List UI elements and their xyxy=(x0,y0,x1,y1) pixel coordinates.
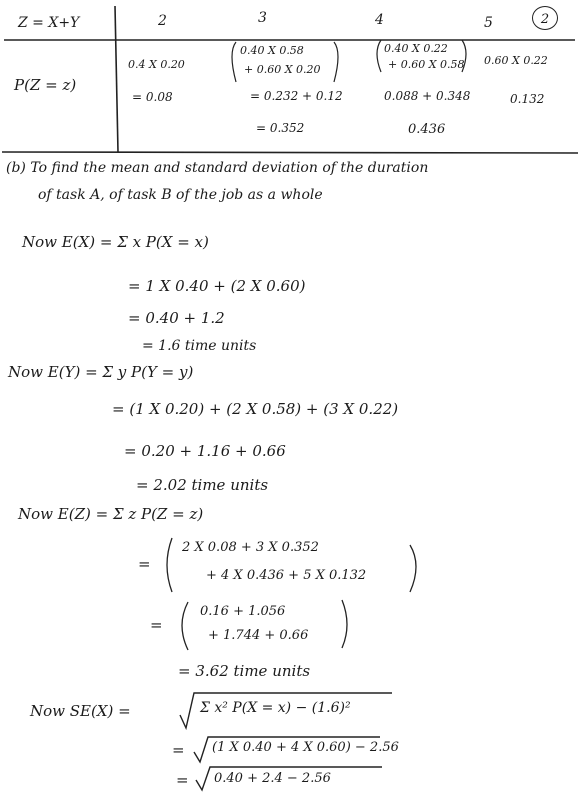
ey-line4: = 2.02 time units xyxy=(136,476,269,494)
ez-eq1: = xyxy=(138,555,151,573)
sd-label: Now SE(X) = xyxy=(30,702,131,720)
table-z-3: 3 xyxy=(258,10,267,26)
table-result-2: = 0.08 xyxy=(132,90,173,104)
table-z-5: 5 xyxy=(484,15,493,31)
ez-line4: = 3.62 time units xyxy=(178,662,311,680)
sd-eq3: = xyxy=(176,771,189,789)
sd-eq2: = xyxy=(172,741,185,759)
table-row2-label: P(Z = z) xyxy=(14,76,77,94)
table-result-5: 0.132 xyxy=(510,92,545,106)
part-b-line2: of task A, of task B of the job as a whole xyxy=(38,187,323,203)
ez-line2b: + 4 X 0.436 + 5 X 0.132 xyxy=(206,568,367,583)
table-result-4a: 0.088 + 0.348 xyxy=(384,89,471,103)
ez-line1: Now E(Z) = Σ z P(Z = z) xyxy=(18,505,204,523)
ex-line4: = 1.6 time units xyxy=(142,338,257,354)
table-result-3b: = 0.352 xyxy=(256,121,305,135)
table-calc-2: 0.4 X 0.20 xyxy=(128,58,185,71)
table-calc-3b: + 0.60 X 0.20 xyxy=(244,63,321,76)
sd-line2: (1 X 0.40 + 4 X 0.60) − 2.56 xyxy=(212,740,399,755)
ey-line1: Now E(Y) = Σ y P(Y = y) xyxy=(8,363,194,381)
table-row1-label: Z = X+Y xyxy=(18,15,80,31)
ey-line2: = (1 X 0.20) + (2 X 0.58) + (3 X 0.22) xyxy=(112,400,399,418)
table-z-4: 4 xyxy=(375,12,384,28)
page-number-badge xyxy=(532,6,558,30)
ez-line3b: + 1.744 + 0.66 xyxy=(208,628,309,643)
page-number: 2 xyxy=(540,12,550,27)
table-result-3a: = 0.232 + 0.12 xyxy=(250,89,343,103)
table-calc-4b: + 0.60 X 0.58 xyxy=(388,58,465,71)
ex-line2: = 1 X 0.40 + (2 X 0.60) xyxy=(128,277,306,295)
ez-eq2: = xyxy=(150,616,163,634)
table-result-4b: 0.436 xyxy=(408,122,446,137)
ez-line2a: 2 X 0.08 + 3 X 0.352 xyxy=(182,540,319,555)
part-b-line1: (b) To find the mean and standard deviation of the duration xyxy=(6,160,429,176)
ex-line3: = 0.40 + 1.2 xyxy=(128,309,225,327)
sd-line1: Σ x² P(X = x) − (1.6)² xyxy=(200,700,351,716)
ez-line3a: 0.16 + 1.056 xyxy=(200,604,286,619)
table-calc-3a: 0.40 X 0.58 xyxy=(240,44,304,57)
sd-line3: 0.40 + 2.4 − 2.56 xyxy=(214,771,331,786)
ey-line3: = 0.20 + 1.16 + 0.66 xyxy=(124,442,286,460)
table-z-2: 2 xyxy=(158,13,167,29)
table-calc-5: 0.60 X 0.22 xyxy=(484,54,548,67)
table-calc-4a: 0.40 X 0.22 xyxy=(384,42,448,55)
ex-line1: Now E(X) = Σ x P(X = x) xyxy=(22,233,209,251)
